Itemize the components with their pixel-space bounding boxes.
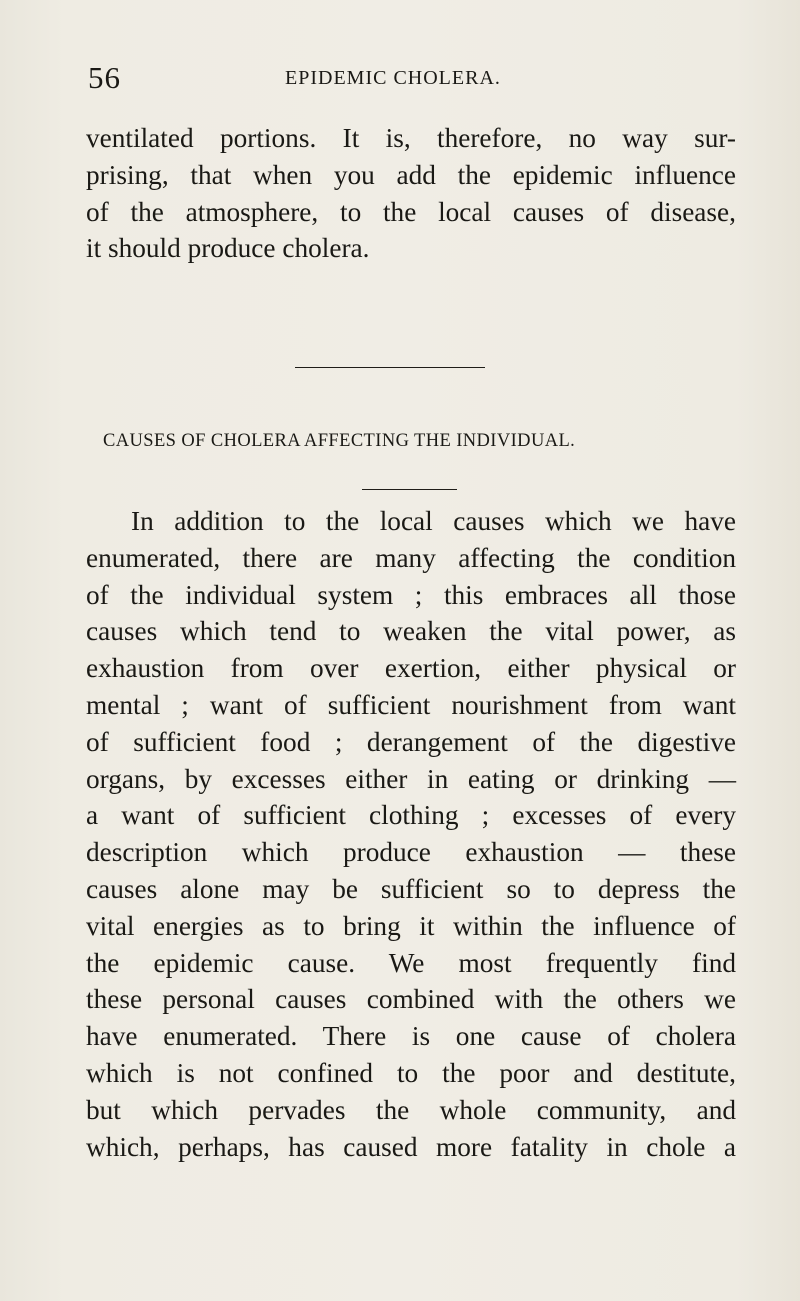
paragraph-line: vital energies as to bring it within the influence of bbox=[86, 910, 736, 941]
paragraph-line: a want of sufficient clothing ; excesses of every bbox=[86, 800, 736, 831]
paragraph-line: but which pervades the whole community, and bbox=[86, 1094, 736, 1125]
running-head bbox=[88, 60, 728, 100]
paragraph-line: enumerated, there are many affecting the condition bbox=[86, 542, 736, 573]
paragraph-line: have enumerated. There is one cause of cholera bbox=[86, 1021, 736, 1052]
running-title: EPIDEMIC CHOLERA. bbox=[285, 67, 501, 89]
paragraph-line: which, perhaps, has caused more fatality in chole a bbox=[86, 1131, 736, 1162]
paragraph-line: ventilated portions. It is, therefore, no way sur- bbox=[86, 123, 736, 153]
section-divider-rule bbox=[295, 367, 485, 368]
paragraph-line: prising, that when you add the epidemic influence bbox=[86, 159, 736, 190]
paragraph-line: these personal causes combined with the others we bbox=[86, 984, 736, 1015]
paragraph-line: mental ; want of sufficient nourishment from want bbox=[86, 689, 736, 720]
paragraph-line: of the atmosphere, to the local causes of disease, bbox=[86, 196, 736, 227]
paragraph-line: organs, by excesses either in eating or drinking — bbox=[86, 763, 736, 794]
paragraph-2 bbox=[86, 503, 736, 1165]
paragraph-line: description which produce exhaustion — these bbox=[86, 837, 736, 868]
paragraph-line: of the individual system ; this embraces all those bbox=[86, 579, 736, 610]
paragraph-line: exhaustion from over exertion, either physical or bbox=[86, 653, 736, 684]
paragraph-line: causes alone may be sufficient so to depress the bbox=[86, 873, 736, 904]
paragraph-line: the epidemic cause. We most frequently find bbox=[86, 947, 736, 978]
paragraph-line: of sufficient food ; derangement of the digestive bbox=[86, 726, 736, 757]
paragraph-line: which is not confined to the poor and destitute, bbox=[86, 1057, 736, 1088]
paragraph-1 bbox=[86, 120, 736, 267]
paragraph-line: it should produce cholera. bbox=[86, 233, 370, 264]
paragraph-line: causes which tend to weaken the vital power, as bbox=[86, 616, 736, 647]
paragraph-line: In addition to the local causes which we have bbox=[131, 506, 736, 536]
page-number: 56 bbox=[88, 60, 121, 95]
section-heading: CAUSES OF CHOLERA AFFECTING THE INDIVIDUAL. bbox=[103, 431, 576, 451]
heading-underline-rule bbox=[362, 489, 457, 490]
